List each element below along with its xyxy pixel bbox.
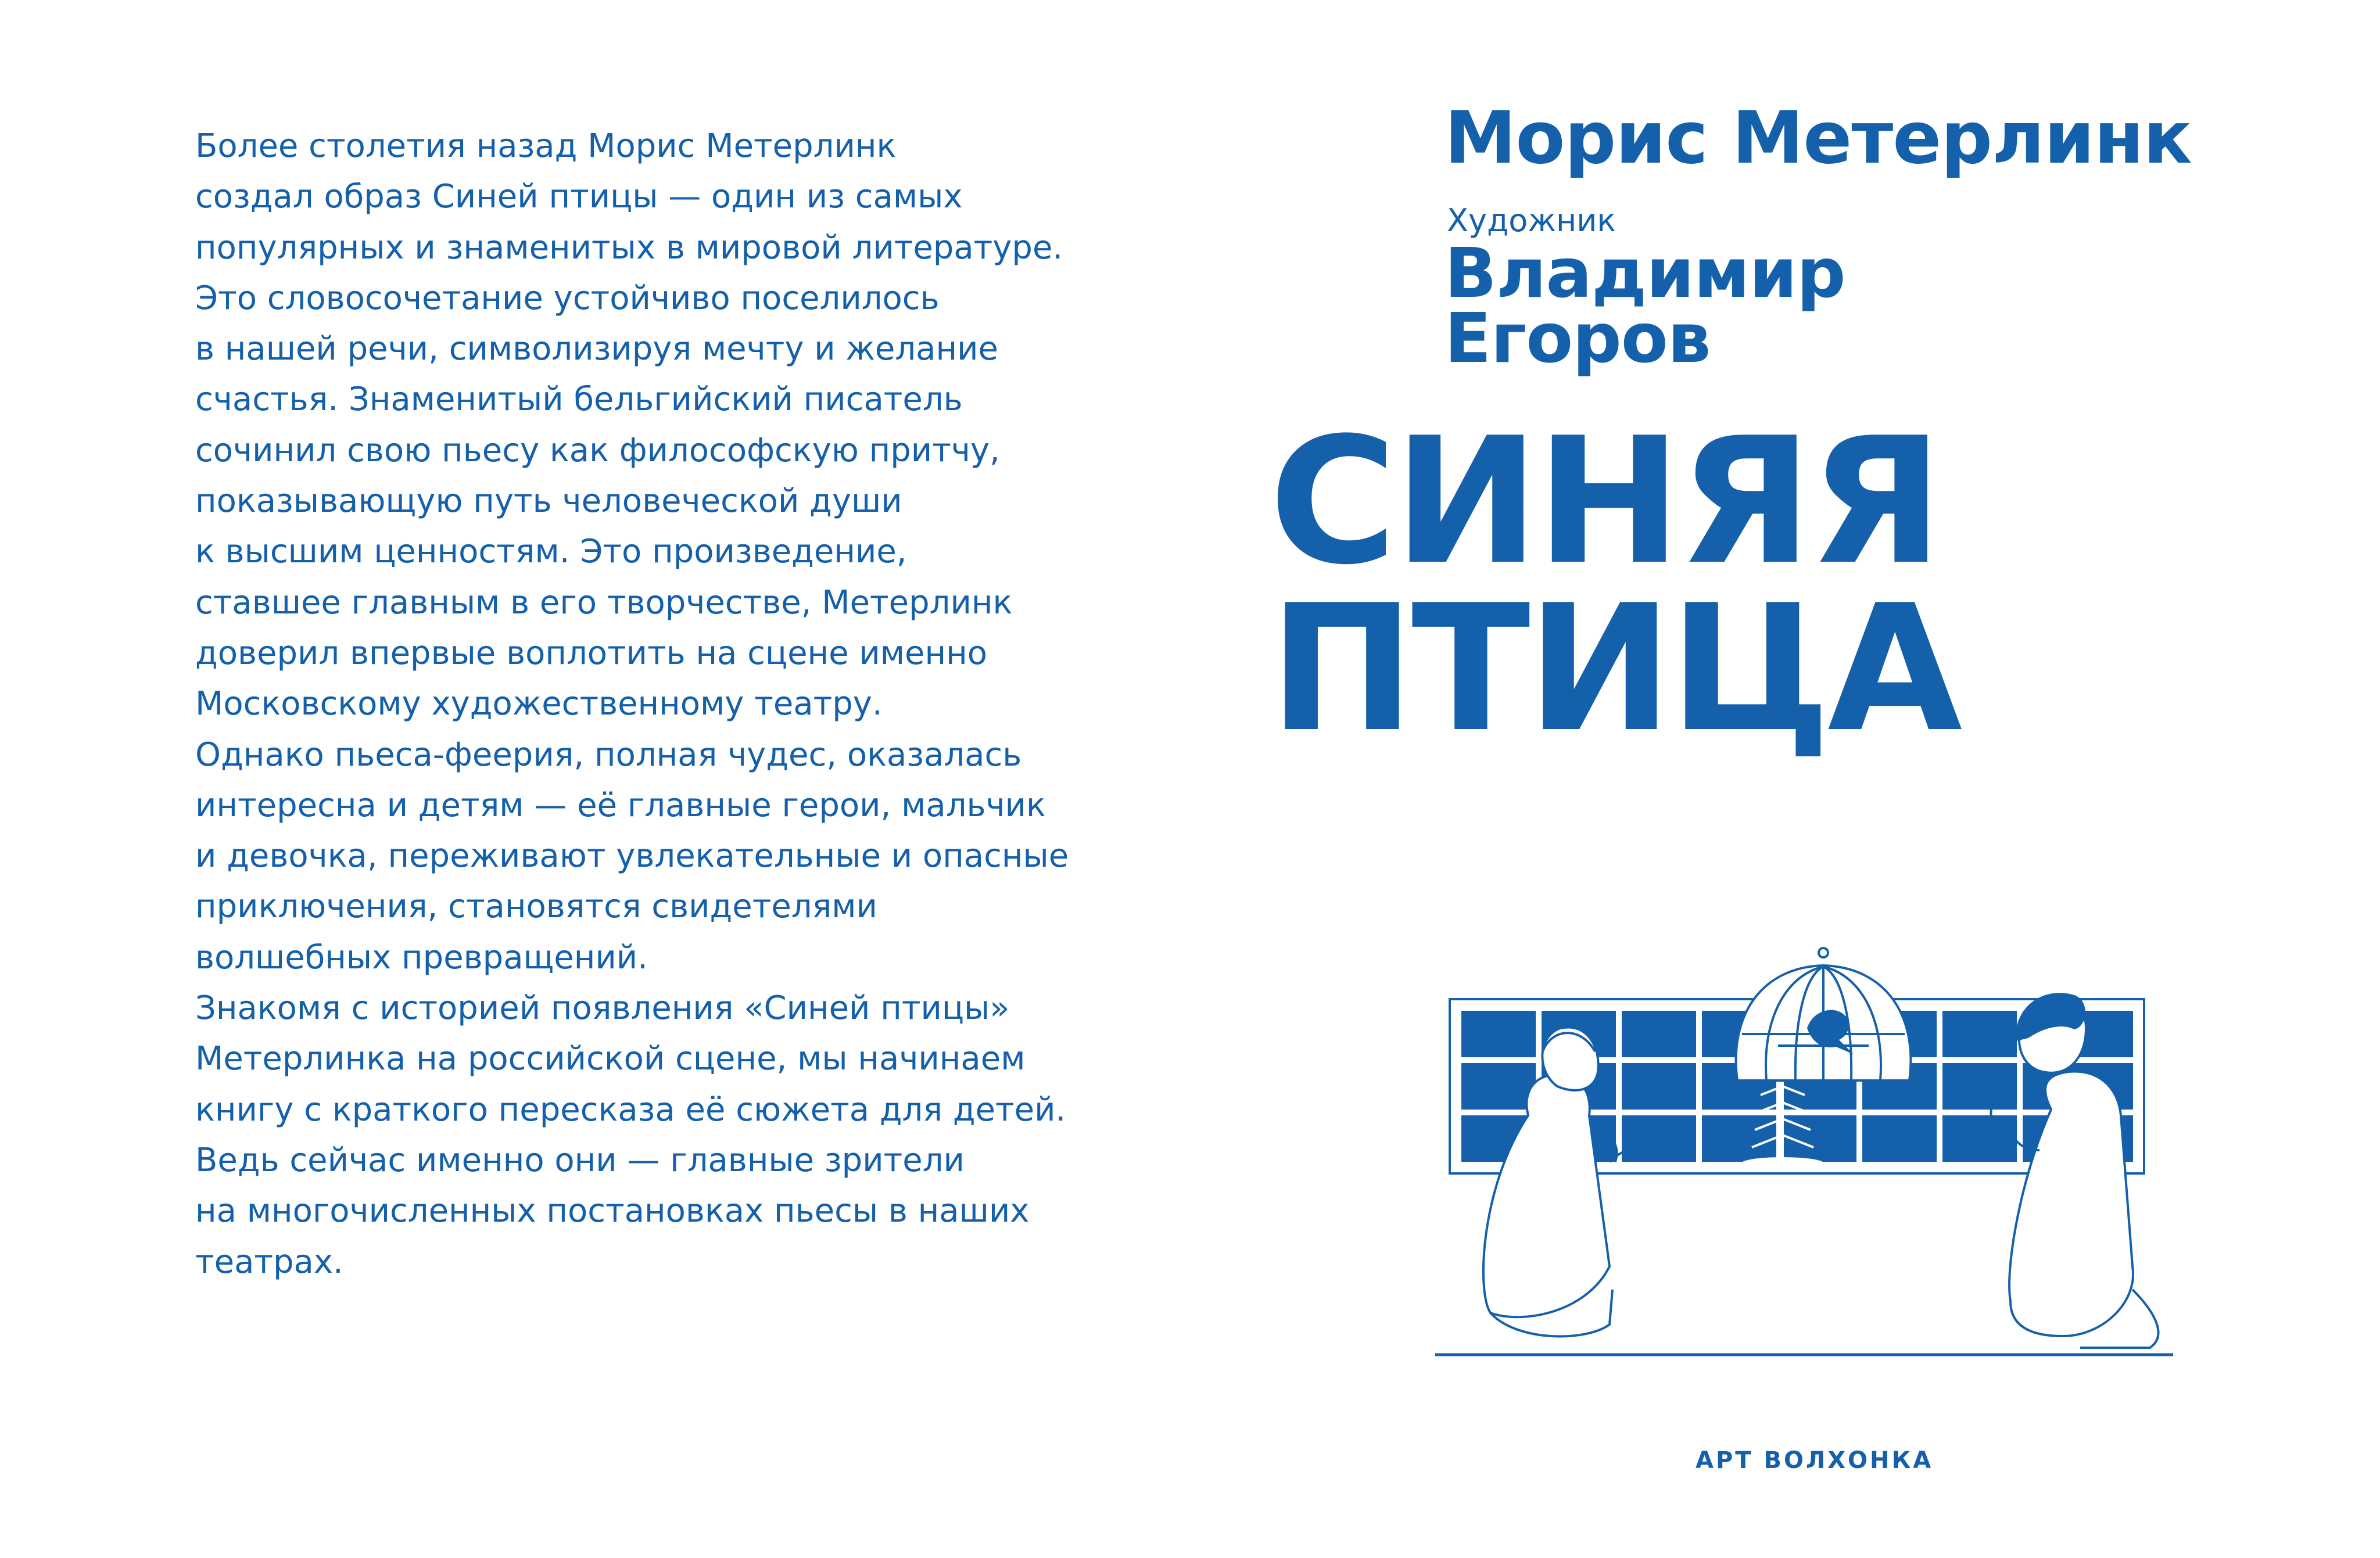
author-name: Морис Метерлинк: [1445, 96, 2192, 180]
description-line: приключения, становятся свидетелями: [195, 888, 877, 926]
description-line: к высшим ценностям. Это произведение,: [195, 533, 907, 571]
description-line: показывающую путь человеческой души: [195, 482, 902, 520]
publisher-name: АРТ ВОЛХОНКА: [1696, 1447, 1934, 1474]
title-line-1: СИНЯЯ: [1269, 400, 1940, 603]
description-line: волшебных превращений.: [195, 938, 648, 977]
description-line: на многочисленных постановках пьесы в наших: [195, 1192, 1030, 1230]
description-line: Более столетия назад Морис Метерлинк: [195, 127, 897, 165]
description-line: Метерлинка на российской сцене, мы начинаем: [195, 1040, 1026, 1078]
illustrator-label: Художник: [1447, 202, 1616, 239]
illustrator-first-name: Владимир: [1445, 233, 1845, 313]
description-line: создал образ Синей птицы — один из самых: [195, 178, 963, 216]
description-line: популярных и знаменитых в мировой литературе.: [195, 228, 1063, 267]
book-title: [1269, 400, 2048, 770]
description-line: книгу с краткого пересказа её сюжета для детей.: [195, 1090, 1066, 1129]
description-line: ставшее главным в его творчестве, Метерлинк: [195, 583, 1013, 622]
description-line: Ведь сейчас именно они — главные зрители: [195, 1141, 965, 1179]
description-line: театрах.: [195, 1243, 343, 1281]
illustrator-name: [1445, 233, 1845, 378]
description-line: Это словосочетание устойчиво поселилось: [195, 279, 940, 317]
description-line: Однако пьеса-феерия, полная чудес, оказалась: [195, 735, 1022, 774]
description-line: доверил впервые воплотить на сцене именно: [195, 634, 987, 672]
title-line-2: ПТИЦА: [1269, 568, 1959, 770]
description-line: Московскому художественному театру.: [195, 685, 883, 723]
description-line: и девочка, переживают увлекательные и опасные: [195, 837, 1069, 875]
illustrator-last-name: Егоров: [1445, 298, 1711, 378]
description-line: сочинил свою пьесу как философскую притчу,: [195, 431, 1000, 469]
back-cover-description: [195, 121, 1067, 1287]
description-line: в нашей речи, символизируя мечту и желание: [195, 330, 998, 368]
description-line: Знакомя с историей появления «Синей птицы»: [195, 989, 1010, 1028]
description-line: интересна и детям — её главные герои, мальчик: [195, 786, 1046, 824]
description-line: счастья. Знаменитый бельгийский писатель: [195, 380, 963, 419]
cover-illustration: [1435, 941, 2173, 1371]
